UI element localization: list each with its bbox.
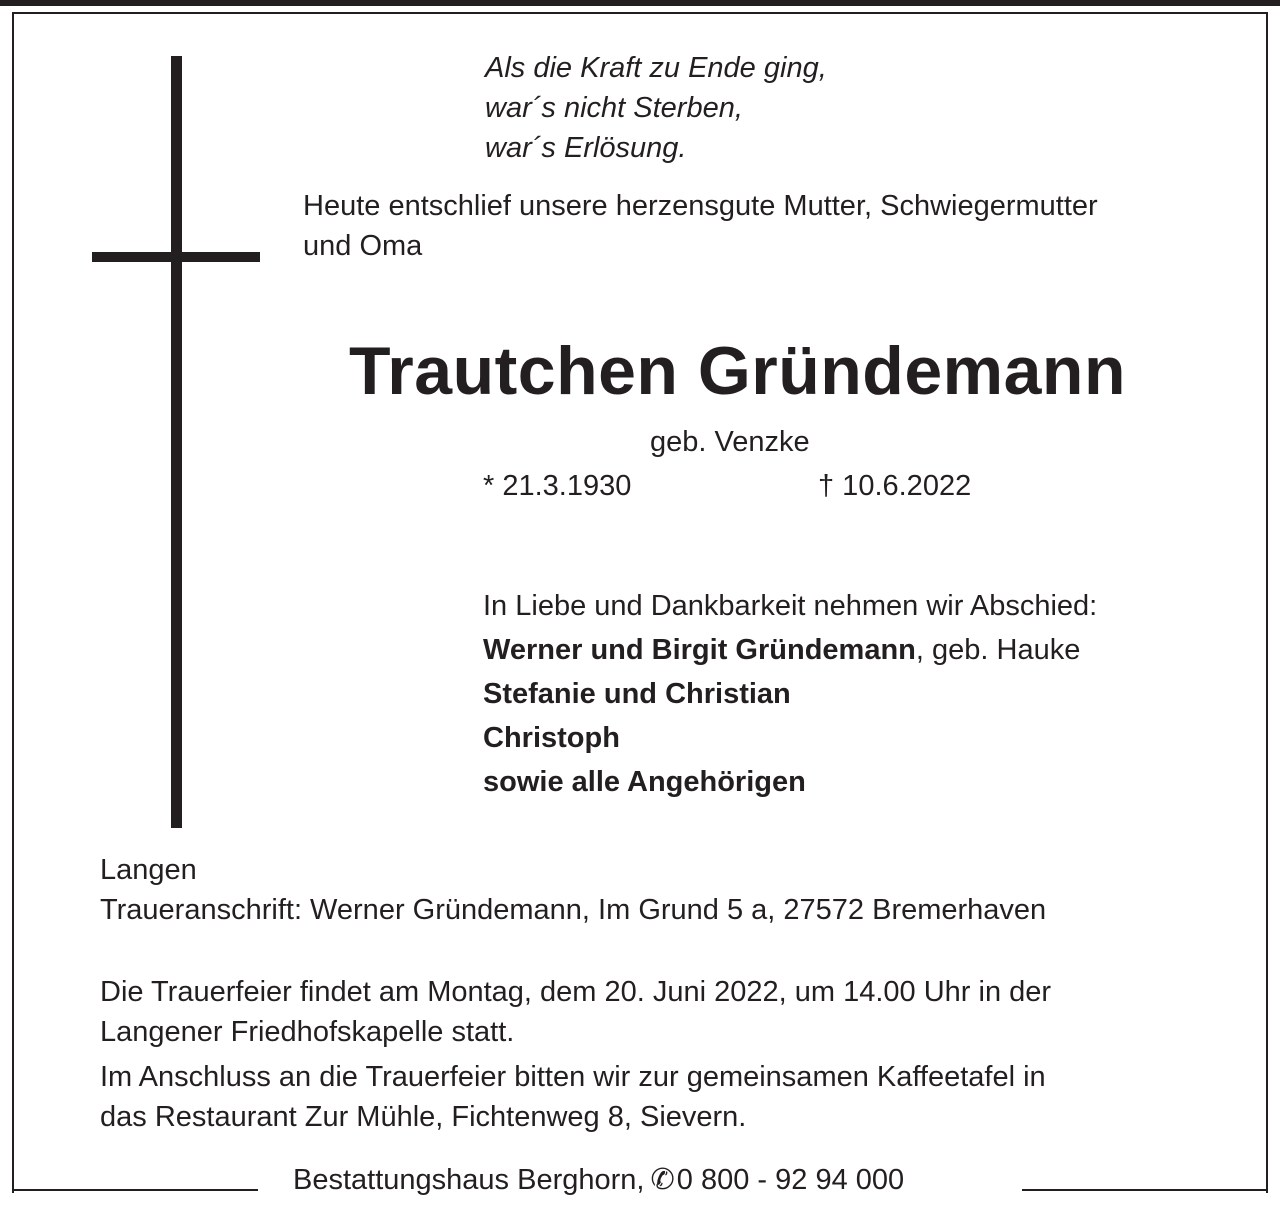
intro-text (303, 186, 1098, 266)
mourner-names: Werner und Birgit Gründemann (483, 634, 916, 666)
mourners-block (483, 584, 1097, 804)
mourner-nee: , geb. Hauke (915, 634, 1081, 666)
cross-icon (171, 56, 182, 828)
mourning-address: Traueranschrift: Werner Gründemann, Im Grund 5 a, 27572 Bremerhaven (100, 894, 1047, 926)
maiden-name: geb. Venzke (650, 426, 810, 458)
ceremony-info (100, 972, 1051, 1052)
phone-number: 0 800 - 92 94 000 (676, 1164, 905, 1196)
birth-date: * 21.3.1930 (483, 470, 632, 502)
address-block (100, 850, 1046, 930)
motto (485, 48, 827, 168)
mourner-line: Christoph (483, 722, 620, 754)
reception-line: Im Anschluss an die Trauerfeier bitten wir zur gemeinsamen Kaffeetafel in (100, 1061, 1046, 1093)
intro-line: und Oma (303, 230, 423, 262)
funeral-home: Bestattungshaus Berghorn, (293, 1164, 645, 1196)
motto-line: Als die Kraft zu Ende ging, (485, 52, 827, 84)
reception-info (100, 1057, 1046, 1137)
deceased-name: Trautchen Gründemann (349, 333, 1126, 409)
top-bar (0, 0, 1280, 6)
phone-icon: ✆ (650, 1164, 675, 1196)
footer (293, 1160, 904, 1200)
ceremony-line: Die Trauerfeier findet am Montag, dem 20. Juni 2022, um 14.00 Uhr in der (100, 976, 1052, 1008)
ceremony-line: Langener Friedhofskapelle statt. (100, 1016, 515, 1048)
reception-line: das Restaurant Zur Mühle, Fichtenweg 8, Sievern. (100, 1101, 747, 1133)
intro-line: Heute entschlief unsere herzensgute Mutter, Schwiegermutter (303, 190, 1098, 222)
mourner-line: sowie alle Angehörigen (483, 766, 806, 798)
mourner-line (483, 628, 1097, 672)
mourner-line: Stefanie und Christian (483, 678, 791, 710)
motto-line: war´s Erlösung. (485, 132, 687, 164)
place: Langen (100, 854, 197, 886)
cross-icon-bar (92, 252, 260, 262)
mourners-intro: In Liebe und Dankbarkeit nehmen wir Abschied: (483, 590, 1098, 622)
motto-line: war´s nicht Sterben, (485, 92, 743, 124)
footer-rule-left (14, 1189, 258, 1191)
footer-rule-right (1022, 1189, 1266, 1191)
death-date: † 10.6.2022 (818, 470, 972, 502)
